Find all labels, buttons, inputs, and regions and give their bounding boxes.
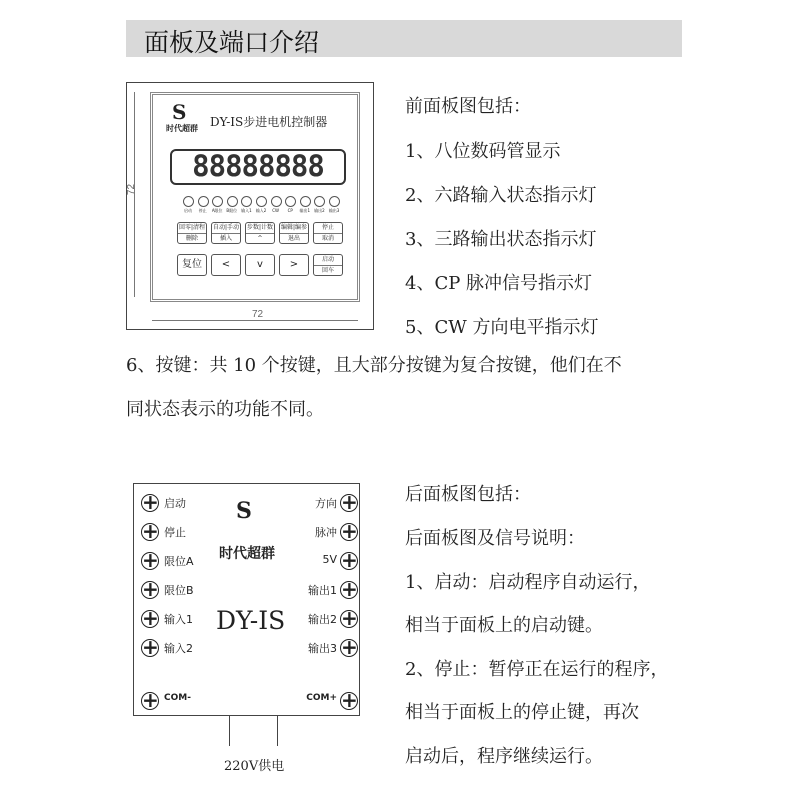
back-desc-line: 2、停止：暂停正在运行的程序， (405, 658, 669, 680)
terminal-label: 启动 (164, 497, 186, 510)
key-bottom-label: 插入 (219, 235, 232, 242)
brand-name: 时代超群 (166, 124, 198, 133)
terminal-screw-icon: + (341, 577, 358, 601)
terminal-screw-icon: + (341, 688, 358, 712)
terminal-label: 脉冲 (315, 526, 337, 539)
status-led (227, 196, 238, 207)
power-wire (277, 716, 278, 746)
terminal-label: 方向 (315, 497, 337, 510)
front-desc-item6-line1: 6、按键：共 10 个按键，且大部分按键为复合按键，他们在不 (126, 355, 622, 376)
terminal-label: 限位A (164, 555, 194, 568)
section-title: 面板及端口介绍 (144, 28, 320, 57)
terminal-label: COM- (164, 693, 191, 703)
key-bottom-label: 删除 (185, 235, 198, 242)
terminal-label: 输出3 (308, 642, 337, 655)
terminal-label: 输出1 (308, 584, 337, 597)
key-bottom-label: ^ (257, 235, 263, 242)
key-top-label: 停止 (314, 223, 342, 234)
led-label: 启动 (184, 208, 192, 213)
terminal-label: 输入1 (164, 613, 193, 626)
led-label: 输入1 (241, 208, 252, 213)
led-label: 输出2 (314, 208, 325, 213)
key-bottom-label: 取消 (321, 235, 334, 242)
status-led (183, 196, 194, 207)
power-wire (229, 716, 230, 746)
terminal-screw-icon: + (142, 548, 159, 572)
key-top-label: 步数|计数 (246, 223, 274, 234)
back-desc-line: 启动后，程序继续运行。 (405, 746, 603, 767)
key-top-label: 启动 (314, 255, 342, 266)
terminal-screw-icon: + (142, 577, 159, 601)
front-desc-heading: 前面板图包括： (405, 96, 531, 117)
terminal-screw-icon: + (142, 519, 159, 543)
status-led (256, 196, 267, 207)
front-desc-item6-line2: 同状态表示的功能不同。 (126, 399, 324, 420)
led-label: A限位 (211, 208, 223, 213)
model-title: DY-IS步进电机控制器 (210, 115, 328, 129)
key-top-label: 回零|清程 (178, 223, 206, 234)
led-label: 输出1 (299, 208, 311, 213)
key-button[interactable]: v (245, 254, 275, 276)
status-led (300, 196, 311, 207)
terminal-label: COM+ (306, 693, 337, 703)
led-label: 停止 (198, 208, 207, 213)
front-desc-item: 4、CP 脉冲信号指示灯 (405, 273, 593, 294)
key-button[interactable] (279, 222, 309, 244)
key-button[interactable]: > (279, 254, 309, 276)
terminal-screw-icon: + (142, 635, 159, 659)
terminal-screw-icon: + (142, 490, 159, 514)
led-label: 输出3 (328, 208, 340, 213)
terminal-screw-icon: + (341, 548, 358, 572)
terminal-screw-icon: + (142, 606, 159, 630)
brand-logo-icon: S (236, 498, 252, 524)
back-desc-line: 1、启动：启动程序自动运行， (405, 571, 651, 593)
status-led (329, 196, 340, 207)
terminal-label: 限位B (164, 584, 194, 597)
back-desc-line: 相当于面板上的启动键。 (405, 615, 603, 637)
terminal-screw-icon: + (341, 606, 358, 630)
key-button[interactable] (211, 222, 241, 244)
terminal-screw-icon: + (341, 519, 358, 543)
terminal-screw-icon: + (142, 688, 159, 712)
height-dimension: 72 (126, 183, 138, 196)
key-button[interactable]: 复位 (177, 254, 207, 276)
width-dimension: 72 (252, 309, 264, 320)
back-desc-heading: 后面板图包括： (405, 484, 531, 505)
back-model: DY-IS (216, 606, 286, 635)
key-top-label: 自动|手动 (212, 223, 240, 234)
terminal-label: 停止 (164, 526, 186, 539)
front-desc-item: 5、CW 方向电平指示灯 (405, 317, 599, 338)
front-desc-item: 3、三路输出状态指示灯 (405, 229, 597, 250)
key-button[interactable] (313, 222, 343, 244)
status-led (198, 196, 209, 207)
key-bottom-label: 回车 (321, 267, 334, 274)
led-label: B限位 (226, 208, 238, 213)
terminal-label: 5V (322, 553, 337, 566)
brand-logo-icon: S (172, 100, 187, 124)
led-label: CW (272, 208, 279, 213)
key-button[interactable] (245, 222, 275, 244)
front-desc-item: 2、六路输入状态指示灯 (405, 185, 597, 206)
key-button[interactable] (177, 222, 207, 244)
power-label: 220V供电 (224, 759, 285, 774)
terminal-label: 输入2 (164, 642, 193, 655)
key-button[interactable] (313, 254, 343, 276)
led-label: CP (287, 208, 293, 213)
terminal-screw-icon: + (341, 490, 358, 514)
back-desc-line: 相当于面板上的停止键，再次 (405, 702, 639, 724)
back-brand-name: 时代超群 (219, 546, 275, 562)
width-dimension-line (152, 320, 358, 321)
terminal-screw-icon: + (341, 635, 358, 659)
front-desc-item: 1、八位数码管显示 (405, 141, 561, 162)
section-header (126, 20, 682, 57)
seven-segment-display: 88888888 (170, 149, 346, 185)
back-desc-line: 后面板图及信号说明： (405, 528, 585, 549)
key-button[interactable]: < (211, 254, 241, 276)
status-led (271, 196, 282, 207)
key-bottom-label: 退出 (287, 235, 300, 242)
led-label: 输入2 (255, 208, 267, 213)
terminal-label: 输出2 (308, 613, 337, 626)
key-top-label: 编辑|编参 (280, 223, 308, 234)
